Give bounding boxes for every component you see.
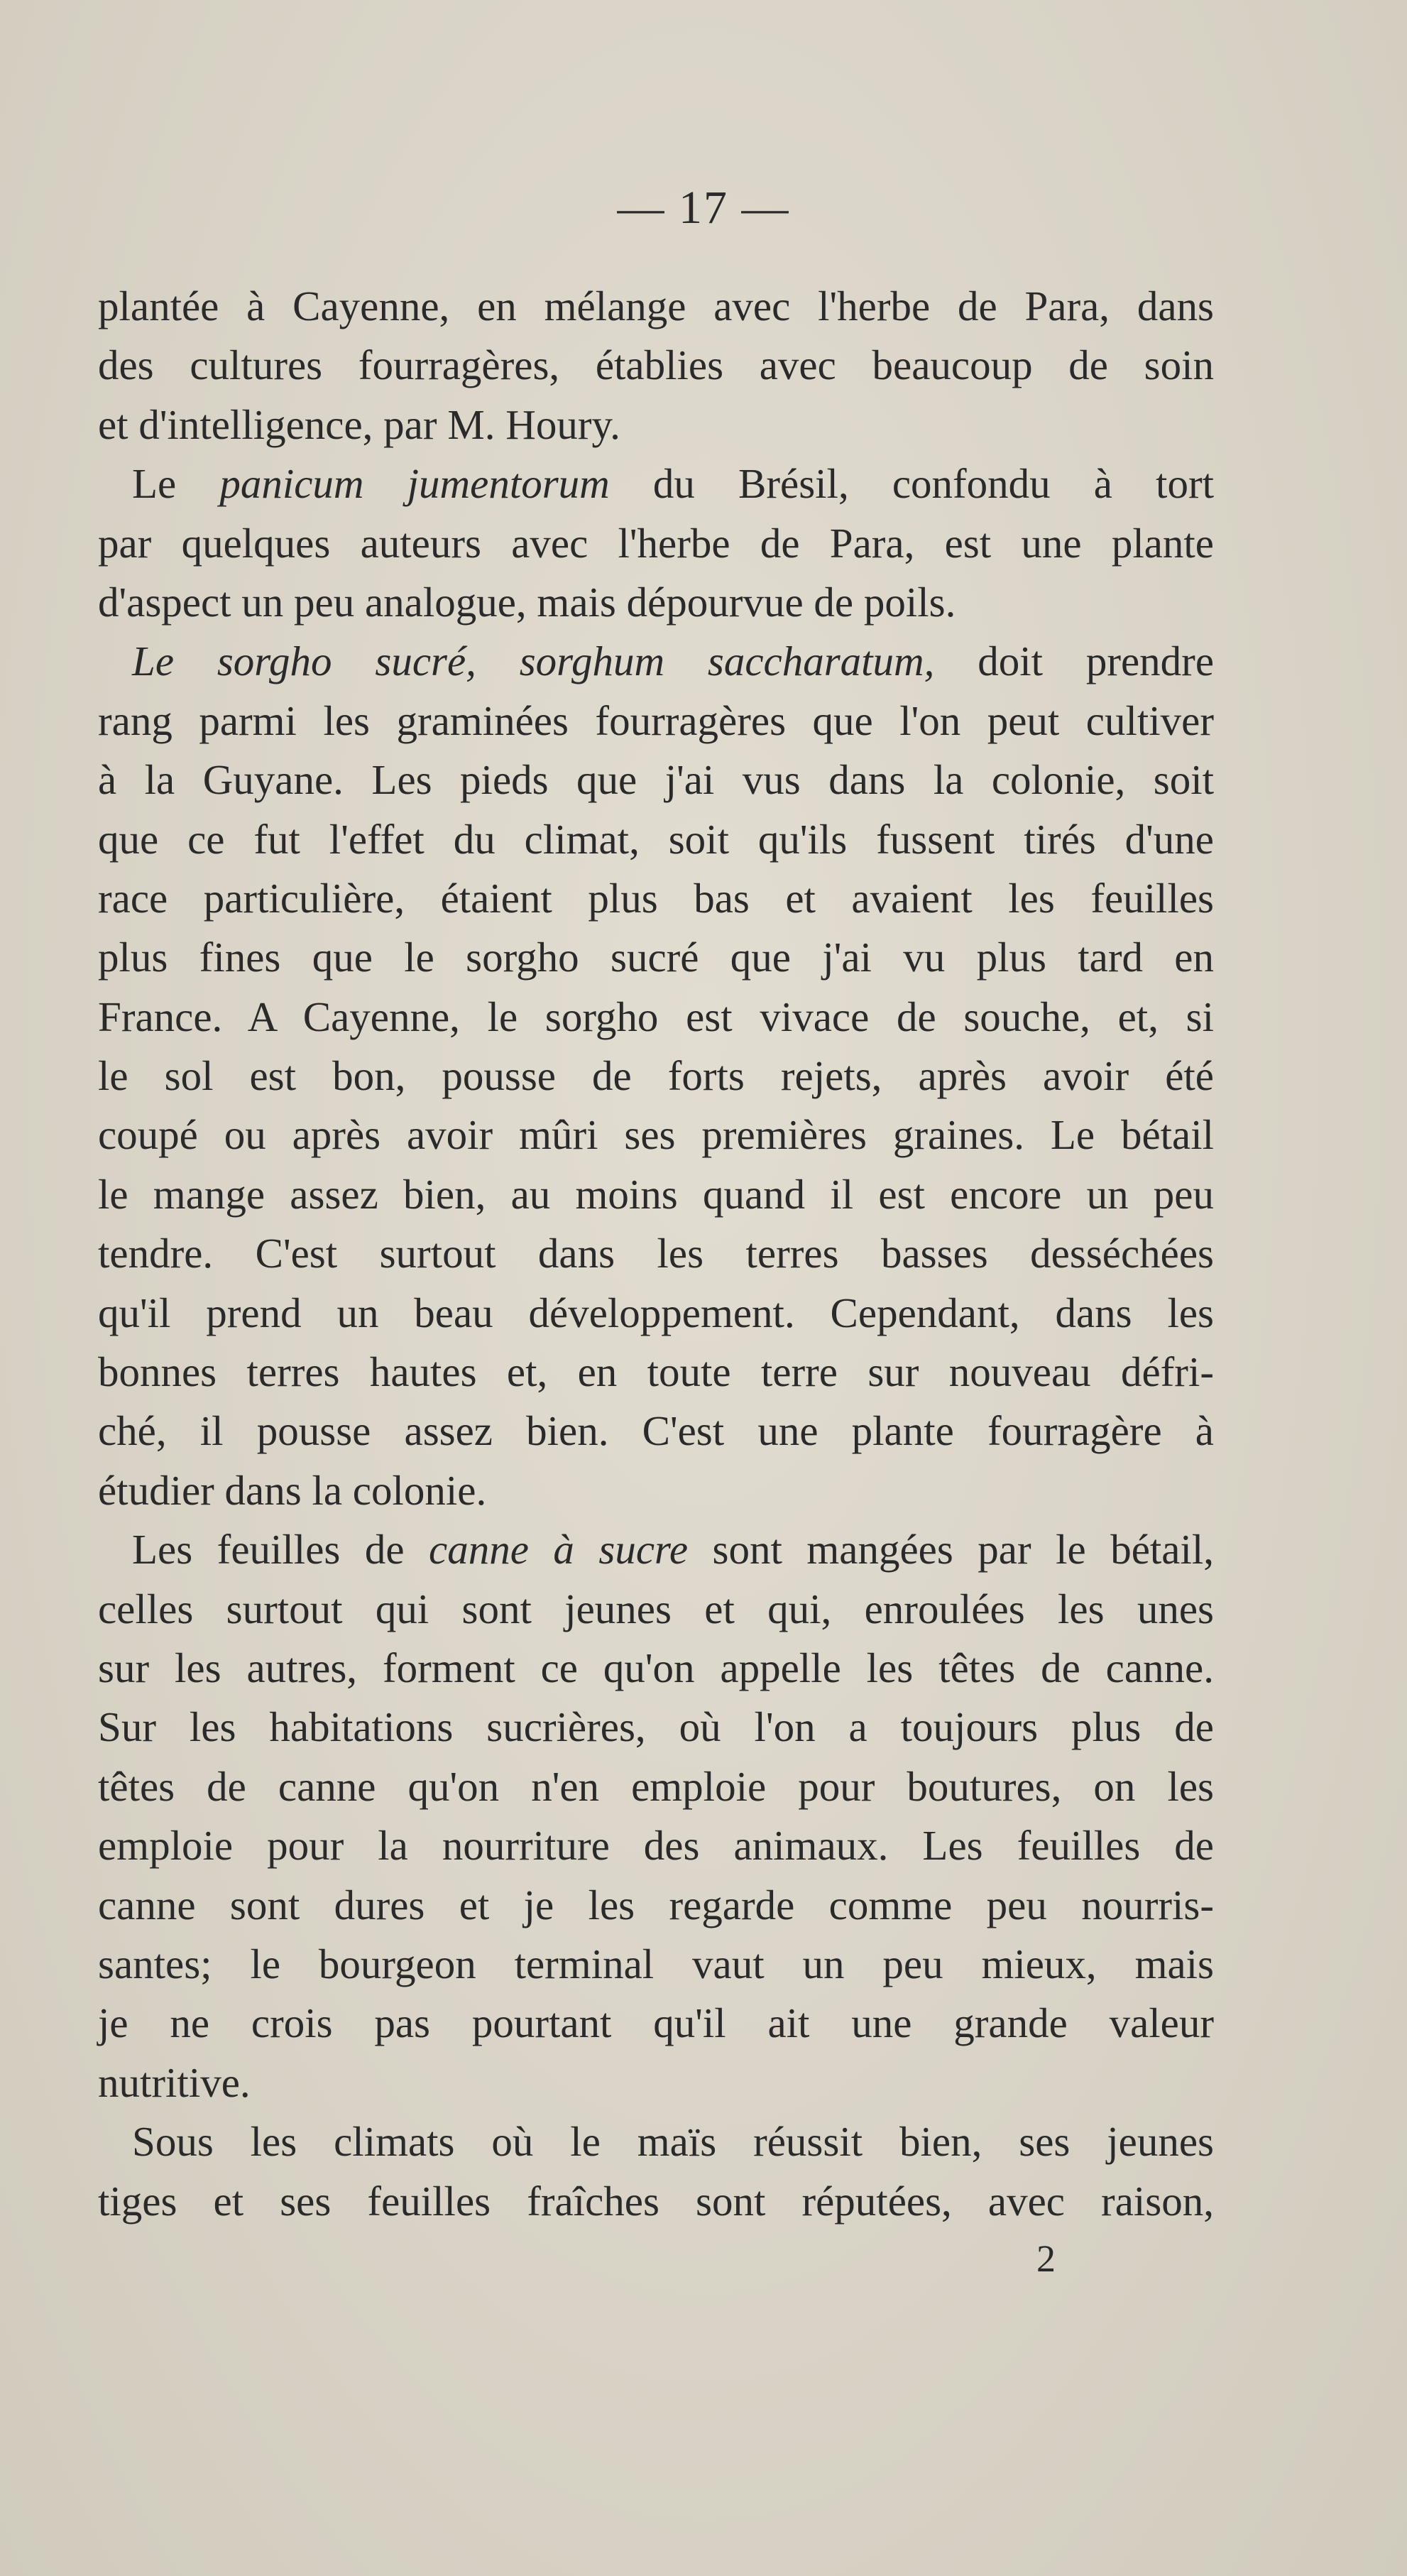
text-segment: du Brésil, confondu à tort [609,460,1214,508]
text-line [98,751,1214,809]
text-segment: sont mangées par le bétail, [688,1526,1214,1573]
text-line [98,988,1214,1047]
text-segment: France. A Cayenne, le sorgho est vivace de souche, et, si [98,993,1214,1040]
italic-text-segment: panicum jumentorum [219,460,610,508]
text-segment: coupé ou après avoir mûri ses premières graines. Le bétail [98,1111,1214,1159]
text-line [98,692,1214,751]
italic-text-segment: canne à sucre [429,1526,689,1573]
text-line [98,336,1214,395]
text-line [98,1580,1214,1639]
text-segment: ché, il pousse assez bien. C'est une plante fourragère à [98,1407,1214,1455]
text-segment: tendre. C'est surtout dans les terres basses desséchées [98,1230,1214,1277]
text-line [98,810,1214,869]
text-segment: doit prendre [934,638,1214,685]
signature-mark: 2 [1036,2237,1056,2280]
text-segment: rang parmi les graminées fourragères que l'on peut cultiver [98,697,1214,744]
body-text [98,277,1214,2231]
text-line [98,1461,1214,1520]
text-segment: nutritive. [98,2058,251,2106]
text-segment: plantée à Cayenne, en mélange avec l'herbe de Para, dans [98,283,1214,329]
text-line [98,928,1214,987]
text-segment: tiges et ses feuilles fraîches sont réputées, avec raison, [98,2177,1214,2225]
text-segment: canne sont dures et je les regarde comme peu nourris- [98,1881,1214,1928]
text-line [98,2172,1214,2231]
text-segment: je ne crois pas pourtant qu'il ait une grande valeur [98,1999,1214,2047]
text-line [98,1047,1214,1106]
page-number-header: — 17 — [617,182,790,234]
text-line [98,1994,1214,2053]
text-segment: race particulière, étaient plus bas et avaient les feuilles [98,874,1214,922]
text-segment: le mange assez bien, au moins quand il est encore un peu [98,1170,1214,1218]
text-line [98,514,1214,573]
text-line [98,454,1214,513]
text-segment: des cultures fourragères, établies avec beaucoup de soin [98,342,1214,389]
text-line [98,1284,1214,1343]
text-segment: à la Guyane. Les pieds que j'ai vus dans la colonie, soit [98,756,1214,804]
text-line [98,1698,1214,1757]
text-segment: sur les autres, forment ce qu'on appelle les têtes de canne. [98,1644,1214,1691]
text-segment: et d'intelligence, par M. Houry. [98,400,620,448]
text-segment: étudier dans la colonie. [98,1466,487,1514]
text-line [98,573,1214,632]
italic-text-segment: Le sorgho sucré, sorghum saccharatum, [132,638,935,685]
text-segment: d'aspect un peu analogue, mais dépourvue de poils. [98,578,956,626]
text-segment: emploie pour la nourriture des animaux. Les feuilles de [98,1822,1214,1870]
text-line [98,632,1214,691]
text-line [98,1402,1214,1461]
text-line [98,869,1214,928]
text-line [98,2112,1214,2171]
text-segment: Le [132,460,220,508]
text-line [98,1520,1214,1579]
text-line [98,1343,1214,1402]
text-line [98,1639,1214,1698]
text-segment: Sur les habitations sucrières, où l'on a toujours plus de [98,1703,1214,1751]
text-line [98,1165,1214,1224]
text-line [98,1757,1214,1816]
text-segment: Les feuilles de [132,1526,429,1573]
text-line [98,277,1214,336]
text-line [98,395,1214,454]
text-line [98,1106,1214,1164]
text-line [98,1876,1214,1935]
text-segment: têtes de canne qu'on n'en emploie pour boutures, on les [98,1762,1214,1810]
text-segment: plus fines que le sorgho sucré que j'ai vu plus tard en [98,934,1214,981]
text-line [98,2053,1214,2112]
text-segment: que ce fut l'effet du climat, soit qu'ils fussent tirés d'une [98,815,1214,863]
text-line [98,1816,1214,1875]
text-segment: celles surtout qui sont jeunes et qui, enroulées les unes [98,1585,1214,1632]
text-segment: Sous les climats où le maïs réussit bien, ses jeunes [132,2118,1214,2166]
text-line [98,1224,1214,1283]
text-segment: bonnes terres hautes et, en toute terre sur nouveau défri- [98,1348,1214,1396]
text-segment: par quelques auteurs avec l'herbe de Para, est une plante [98,519,1214,567]
text-segment: santes; le bourgeon terminal vaut un peu mieux, mais [98,1940,1214,1987]
text-line [98,1935,1214,1994]
text-segment: le sol est bon, pousse de forts rejets, après avoir été [98,1052,1214,1100]
text-segment: qu'il prend un beau développement. Cependant, dans les [98,1289,1214,1336]
